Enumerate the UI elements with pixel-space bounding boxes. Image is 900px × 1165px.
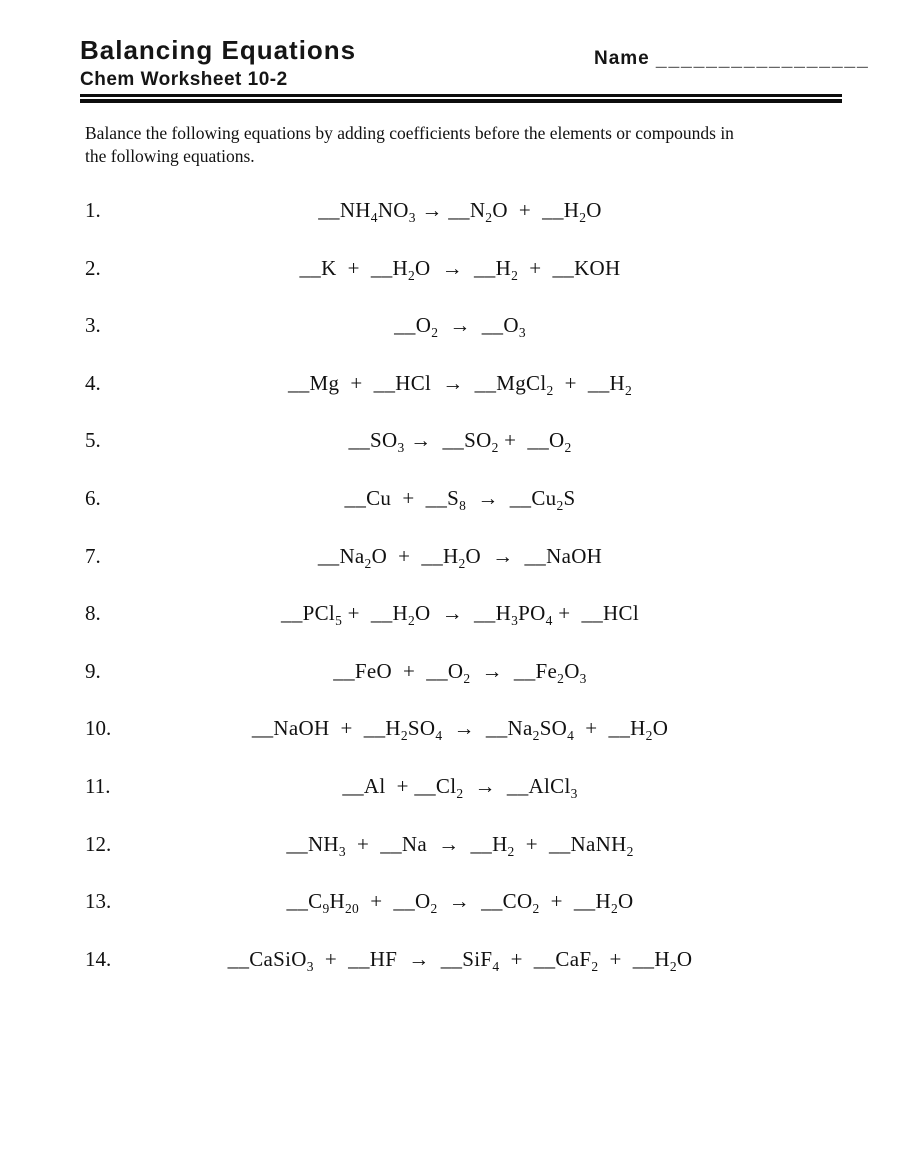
problem-row	[85, 248, 835, 306]
problem-row	[85, 766, 835, 824]
name-label: Name	[594, 48, 650, 69]
problems-list	[85, 190, 835, 996]
problem-row	[85, 939, 835, 997]
problem-row	[85, 651, 835, 709]
equation: __Cu + $\_\_S_8$ → $\_\_Cu_2S$	[344, 485, 576, 514]
problem-number: 4.	[85, 370, 101, 395]
problem-number: 10.	[85, 716, 112, 741]
problem-row	[85, 536, 835, 594]
problem-number: 8.	[85, 601, 101, 626]
problem-row	[85, 881, 835, 939]
problem-number: 12.	[85, 831, 112, 856]
equation: $\_\_C_9H_{20}$ + $\_\_O_2$ → $\_\_CO_2$ + $\_\_H_2O$	[286, 889, 634, 917]
problem-row	[85, 420, 835, 478]
equation: $\_\_Na_2O$ + $\_\_H_2O$ → __NaOH	[317, 543, 603, 571]
problem-row	[85, 708, 835, 766]
equation: $\_\_NH_4NO_3$ → $\_\_N_2O$ + $\_\_H_2O$	[318, 198, 602, 226]
problem-row	[85, 478, 835, 536]
problem-number: 11.	[85, 773, 111, 798]
header-divider	[80, 94, 842, 103]
equation: __Mg + __HCl → __MgCl$_2$ + $\_\_H_2$	[287, 370, 633, 398]
problem-row	[85, 305, 835, 363]
problem-number: 3.	[85, 313, 101, 338]
problem-number: 13.	[85, 889, 112, 914]
problem-row	[85, 824, 835, 882]
equation: __PCl$_5$ + $\_\_H_2O$ → $\_\_H_3PO_4$ + __HCl	[281, 601, 639, 629]
problem-number: 1.	[85, 198, 101, 222]
instructions-text: Balance the following equations by adding coefficients before the elements or compounds in the following equations.	[85, 123, 734, 166]
equation: $\_\_NH_3$ + __Na → $\_\_H_2$ + __NaNH$_2$	[286, 831, 634, 859]
equation: $\_\_SO_3$ → $\_\_SO_2$ + $\_\_O_2$	[348, 428, 572, 456]
equation: __FeO + $\_\_O_2$ → $\_\_Fe_2O_3$	[333, 658, 587, 686]
equation: __Al + $\_\_Cl_2$ → __AlCl$_3$	[342, 773, 578, 802]
equation: $\_\_O_2$ → $\_\_O_3$	[394, 313, 526, 341]
equation: __NaOH + $\_\_H_2SO_4$ → $\_\_Na_2SO_4$ + $\_\_H_2O$	[251, 716, 669, 744]
problem-number: 7.	[85, 543, 101, 568]
name-blank: _________________	[656, 48, 870, 69]
problem-number: 2.	[85, 255, 101, 280]
problem-row	[85, 190, 835, 248]
problem-number: 14.	[85, 946, 112, 971]
name-line	[594, 48, 870, 70]
page-subtitle: Chem Worksheet 10-2	[80, 68, 288, 90]
problem-row	[85, 363, 835, 421]
equation: __K + $\_\_H_2O$ → $\_\_H_2$ + __KOH	[299, 255, 621, 283]
problem-number: 5.	[85, 428, 101, 453]
header	[80, 34, 356, 91]
page-title: Balancing Equations	[80, 35, 357, 65]
problem-row	[85, 593, 835, 651]
equation: __CaSiO$_3$ + __HF → __SiF$_4$ + __CaF$_2$ + $\_\_H_2O$	[227, 946, 693, 974]
problem-number: 9.	[85, 658, 101, 683]
problem-number: 6.	[85, 485, 101, 510]
